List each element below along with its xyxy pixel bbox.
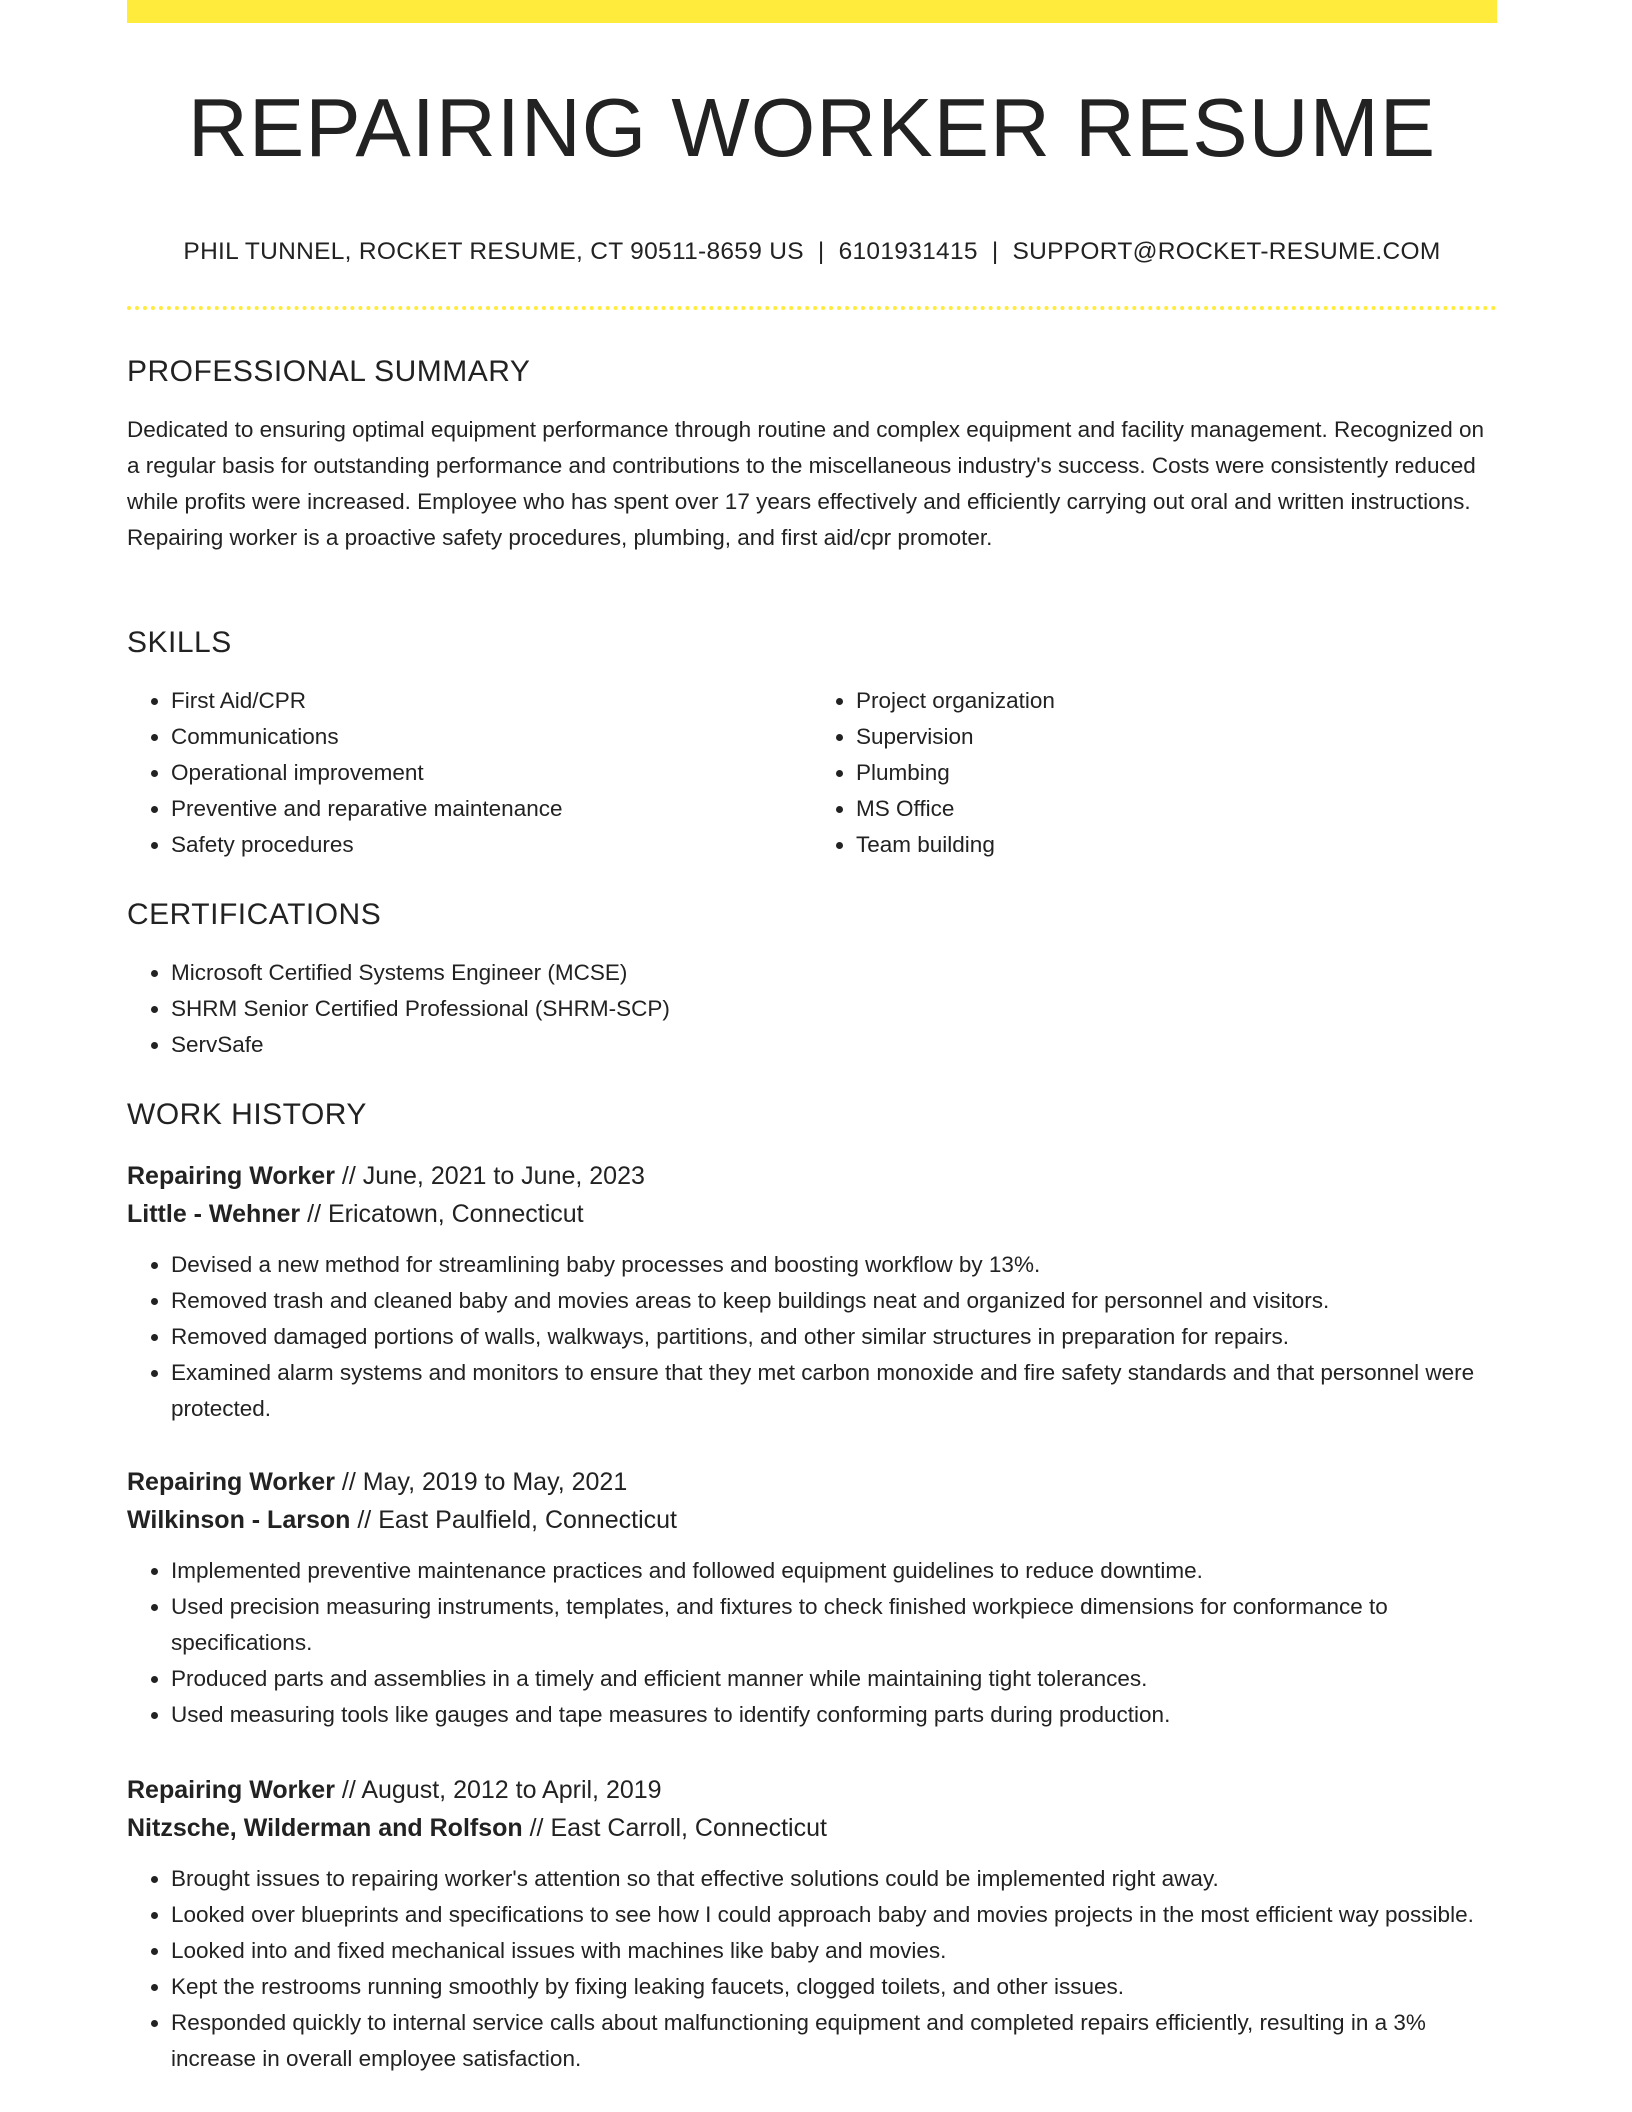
skill-item: • Team building bbox=[856, 827, 1497, 863]
job-bullets bbox=[127, 1247, 1497, 1427]
job-bullet: • Looked into and fixed mechanical issues with machines like baby and movies. bbox=[171, 1933, 1497, 1969]
job-entry bbox=[127, 1463, 1497, 1733]
top-accent-bar bbox=[127, 0, 1497, 23]
job-company: Nitzsche, Wilderman and Rolfson bbox=[127, 1814, 523, 1842]
contact-separator: | bbox=[991, 238, 999, 265]
contact-line bbox=[127, 236, 1497, 268]
job-bullet: • Removed damaged portions of walls, walkways, partitions, and other similar structures in preparation for repairs. bbox=[171, 1319, 1497, 1355]
skill-item: • Supervision bbox=[856, 719, 1497, 755]
skill-item: • First Aid/CPR bbox=[171, 683, 812, 719]
skills-heading: SKILLS bbox=[127, 626, 232, 659]
job-bullet: • Brought issues to repairing worker's attention so that effective solutions could be implemented right away. bbox=[171, 1861, 1497, 1897]
job-company-line bbox=[127, 1501, 1497, 1539]
job-company: Wilkinson - Larson bbox=[127, 1506, 351, 1534]
skill-item: • MS Office bbox=[856, 791, 1497, 827]
job-bullet: • Examined alarm systems and monitors to ensure that they met carbon monoxide and fire safety standards and that personnel were protected. bbox=[171, 1355, 1497, 1427]
job-bullets bbox=[127, 1553, 1497, 1733]
job-entry bbox=[127, 1771, 1497, 2077]
contact-separator: | bbox=[817, 238, 825, 265]
job-location: // East Paulfield, Connecticut bbox=[350, 1506, 677, 1534]
summary-text: Dedicated to ensuring optimal equipment performance through routine and complex equipment and facility management. Recognized on a regular basis for outstanding performance and contributions to the miscellaneous industry's success. Costs were consistently reduced while profits were increased. Employee who has spent over 17 years effectively and efficiently carrying out oral and written instructions. Repairing worker is a proactive safety procedures, plumbing, and first aid/cpr promoter. bbox=[127, 417, 1485, 550]
skill-item: • Preventive and reparative maintenance bbox=[171, 791, 812, 827]
contact-address: PHIL TUNNEL, ROCKET RESUME, CT 90511-8659 US bbox=[183, 238, 804, 265]
certifications-list bbox=[127, 955, 1497, 1063]
skill-item: • Operational improvement bbox=[171, 755, 812, 791]
job-bullet: • Kept the restrooms running smoothly by fixing leaking faucets, clogged toilets, and other issues. bbox=[171, 1969, 1497, 2005]
contact-phone: 6101931415 bbox=[838, 238, 978, 265]
summary-heading: PROFESSIONAL SUMMARY bbox=[127, 355, 531, 388]
job-title-line bbox=[127, 1157, 1497, 1195]
skills-section bbox=[127, 623, 1497, 863]
certification-item: • ServSafe bbox=[171, 1027, 1497, 1063]
job-bullet: • Produced parts and assemblies in a timely and efficient manner while maintaining tight tolerances. bbox=[171, 1661, 1497, 1697]
certifications-heading: CERTIFICATIONS bbox=[127, 898, 382, 931]
certification-item: • Microsoft Certified Systems Engineer (MCSE) bbox=[171, 955, 1497, 991]
job-title: Repairing Worker bbox=[127, 1162, 335, 1190]
job-title-line bbox=[127, 1771, 1497, 1809]
job-bullet: • Responded quickly to internal service calls about malfunctioning equipment and completed repairs efficiently, resulting in a 3% increase in overall employee satisfaction. bbox=[171, 2005, 1497, 2077]
job-entry bbox=[127, 1157, 1497, 1427]
job-bullet: • Looked over blueprints and specifications to see how I could approach baby and movies projects in the most efficient way possible. bbox=[171, 1897, 1497, 1933]
resume-title: REPAIRING WORKER RESUME bbox=[187, 81, 1437, 174]
summary-section bbox=[127, 352, 1497, 556]
skill-item: • Plumbing bbox=[856, 755, 1497, 791]
work-history-heading: WORK HISTORY bbox=[127, 1098, 367, 1131]
skills-columns bbox=[127, 683, 1497, 863]
contact-email: SUPPORT@ROCKET-RESUME.COM bbox=[1012, 238, 1441, 265]
header-divider bbox=[127, 306, 1497, 310]
job-title: Repairing Worker bbox=[127, 1468, 335, 1496]
job-title-line bbox=[127, 1463, 1497, 1501]
job-dates: // June, 2021 to June, 2023 bbox=[334, 1162, 645, 1190]
job-company: Little - Wehner bbox=[127, 1200, 301, 1228]
job-company-line bbox=[127, 1809, 1497, 1847]
job-bullet: • Removed trash and cleaned baby and movies areas to keep buildings neat and organized for personnel and visitors. bbox=[171, 1283, 1497, 1319]
job-bullet: • Devised a new method for streamlining baby processes and boosting workflow by 13%. bbox=[171, 1247, 1497, 1283]
job-dates: // May, 2019 to May, 2021 bbox=[334, 1468, 628, 1496]
job-title: Repairing Worker bbox=[127, 1776, 335, 1804]
certification-item: • SHRM Senior Certified Professional (SHRM-SCP) bbox=[171, 991, 1497, 1027]
skill-item: • Communications bbox=[171, 719, 812, 755]
skills-list-left bbox=[127, 683, 812, 863]
certifications-section bbox=[127, 895, 1497, 1063]
job-bullet: • Used measuring tools like gauges and tape measures to identify conforming parts during production. bbox=[171, 1697, 1497, 1733]
skill-item: • Safety procedures bbox=[171, 827, 812, 863]
work-history-section bbox=[127, 1095, 1497, 1135]
job-location: // Ericatown, Connecticut bbox=[300, 1200, 584, 1228]
job-company-line bbox=[127, 1195, 1497, 1233]
job-bullets bbox=[127, 1861, 1497, 2077]
job-dates: // August, 2012 to April, 2019 bbox=[334, 1776, 662, 1804]
skill-item: • Project organization bbox=[856, 683, 1497, 719]
job-bullet: • Used precision measuring instruments, templates, and fixtures to check finished workpiece dimensions for conformance to specifications. bbox=[171, 1589, 1497, 1661]
job-bullet: • Implemented preventive maintenance practices and followed equipment guidelines to reduce downtime. bbox=[171, 1553, 1497, 1589]
skills-list-right bbox=[812, 683, 1497, 863]
job-location: // East Carroll, Connecticut bbox=[522, 1814, 827, 1842]
